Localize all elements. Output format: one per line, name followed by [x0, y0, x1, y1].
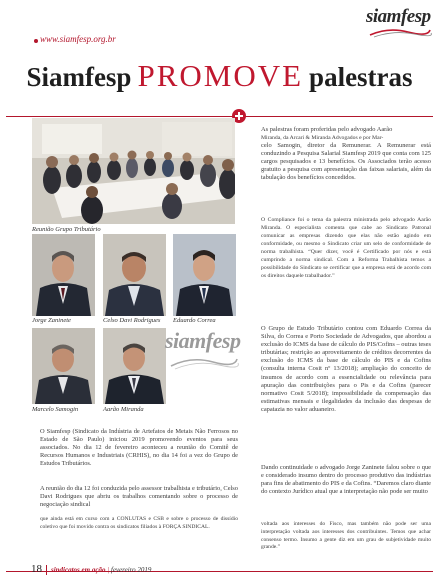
headline-siamfesp: Siamfesp: [26, 62, 132, 92]
jorge-zaninete-caption: Jorge Zaninete: [32, 317, 71, 324]
celso-davi-rodrigues-photo: [103, 234, 166, 316]
article-left-paragraph-2a: A reunião do dia 12 foi conduzida pelo assessor trabalhista e tributário, Celso Davi Rodrigues que abriu os trabalhos comentando sobre o processo de negociação sindical: [40, 485, 238, 509]
article-right-paragraph-1a: As palestras foram proferidas pelo advogado Aarão: [261, 126, 393, 133]
watermark-swoosh-icon: [169, 354, 239, 370]
aarao-miranda-photo: [103, 328, 166, 404]
url-bullet-icon: [34, 39, 38, 43]
article-right-paragraph-1b: Miranda, da Arcari & Miranda Advogados e por Mar-: [261, 135, 384, 141]
article-right-paragraph-1c: celo Samogin, diretor da Remunerar. A Remunerar está conduzindo a Pesquisa Salarial Siamfesp 2019 que conta com 125 cargos pesquisados e 13 benefícios. Os Associados terão acesso gratuito a pesquisa com apresentação das faixas salariais, além da tabulação dos benefícios concedidos.: [261, 142, 431, 182]
watermark-text: siamfesp: [165, 328, 241, 353]
marcelo-samogin-caption: Marcelo Samogin: [32, 406, 79, 413]
header-divider: [6, 116, 433, 117]
celso-davi-rodrigues-caption: Celso Davi Rodrigues: [103, 317, 161, 324]
group-meeting-photo: [32, 118, 235, 224]
site-url[interactable]: www.siamfesp.org.br: [40, 34, 116, 44]
publication-name: sindicatos em ação: [51, 566, 106, 574]
jorge-zaninete-photo: [32, 234, 95, 316]
eduardo-correa-photo: [173, 234, 236, 316]
article-left-paragraph-2b: que ainda está em curso com a CONLUTAS e CSB e sobre o processo de dissídio coletivo que foi movido contra os sindicatos filiados à FORÇA SINDICAL.: [40, 516, 238, 530]
logo-text: siamfesp: [366, 6, 431, 27]
headline-palestras: palestras: [309, 62, 413, 92]
issue-date: fevereiro 2019: [110, 566, 152, 574]
footer-publication-info: [51, 566, 151, 574]
article-right-paragraph-4a: Dando continuidade o advogado Jorge Zaninete falou sobre o que e considerado insumo dentro do processo produtivo das indústrias para fins de abatimento do PIS e da Cofins. “Daremos claro diante do contexto Jurídico atual que a interpretação não pode ser muito: [261, 464, 432, 496]
logo-swoosh-icon: [368, 26, 432, 38]
aarao-miranda-caption: Aarão Miranda: [103, 406, 144, 413]
group-photo-caption: Reunião Grupo Tributário: [32, 226, 101, 233]
article-left-paragraph-1: O Siamfesp (Sindicato da Indústria de Artefatos de Metais Não Ferrosos no Estado de São Paulo) iniciou 2019 promovendo eventos para seus associados. No dia 12 de fevereiro aconteceu a reunião do Comitê de Recursos Humanos e Industriais (CRHIS), no dia 14 foi a vez do Grupo de Estudos Tributários.: [40, 428, 238, 468]
siamfesp-watermark-logo: [165, 320, 243, 380]
article-right-paragraph-3: O Grupo de Estudo Tributário contou com Eduardo Correa da Silva, do Correa e Porto Sociedade de Advogados, que abordou a exclusão do ICMS da base de cálculo do PIS/Cofins – outras teses tributárias; restrição ao aproveitamento de créditos decorrentes da exclusão do ICMS da base de cálculo do PIS e da Cofins (consulta interna Cosit nº 13/2018); ampliação do conceito de insumos de acordo com a essencialidade ou relevância para apuração das contribuições para o Pis e da Cofins (parecer normativo Cosit 5/2018); impossibilidade da compensação das estimativas mensais e ilegalidades da inclusão das despesas de capatazia no valor aduaneiro.: [261, 325, 431, 413]
footer-pipe: |: [107, 566, 110, 574]
headline-promove: PROMOVE: [137, 58, 304, 93]
siamfesp-logo: [366, 4, 432, 38]
eduardo-correa-caption: Eduardo Correa: [173, 317, 216, 324]
article-right-paragraph-2: O Compliance foi o tema da palestra ministrada pelo advogado Aarão Miranda. O especialista comenta que cabe ao Sindicato Patronal comunicar as empresas dizendo que elas não estão agindo em conformidade, ou mesmo o Sindicato criar um selo de conformidade de norma trabalhista. “Quer dizer, você é Certificado por nós e está cumprindo a norma sindical. Com a Reforma Trabalhista temos a possibilidade do Sindicato se certificar que a empresa está de acordo com os direitos daquele trabalhador.”: [261, 217, 431, 279]
marcelo-samogin-photo: [32, 328, 95, 404]
page-headline: [0, 58, 439, 94]
footer-separator: [46, 565, 47, 575]
article-right-paragraph-4b: voltada aos interesses do Fisco, mas também não pode ser uma interpretação voltada aos interesses dos contribuintes. Temos que achar consenso termo. Insumo a gente diz em um grau de subjetividade muito grande.”: [261, 521, 431, 551]
page-number: 18: [31, 563, 42, 575]
